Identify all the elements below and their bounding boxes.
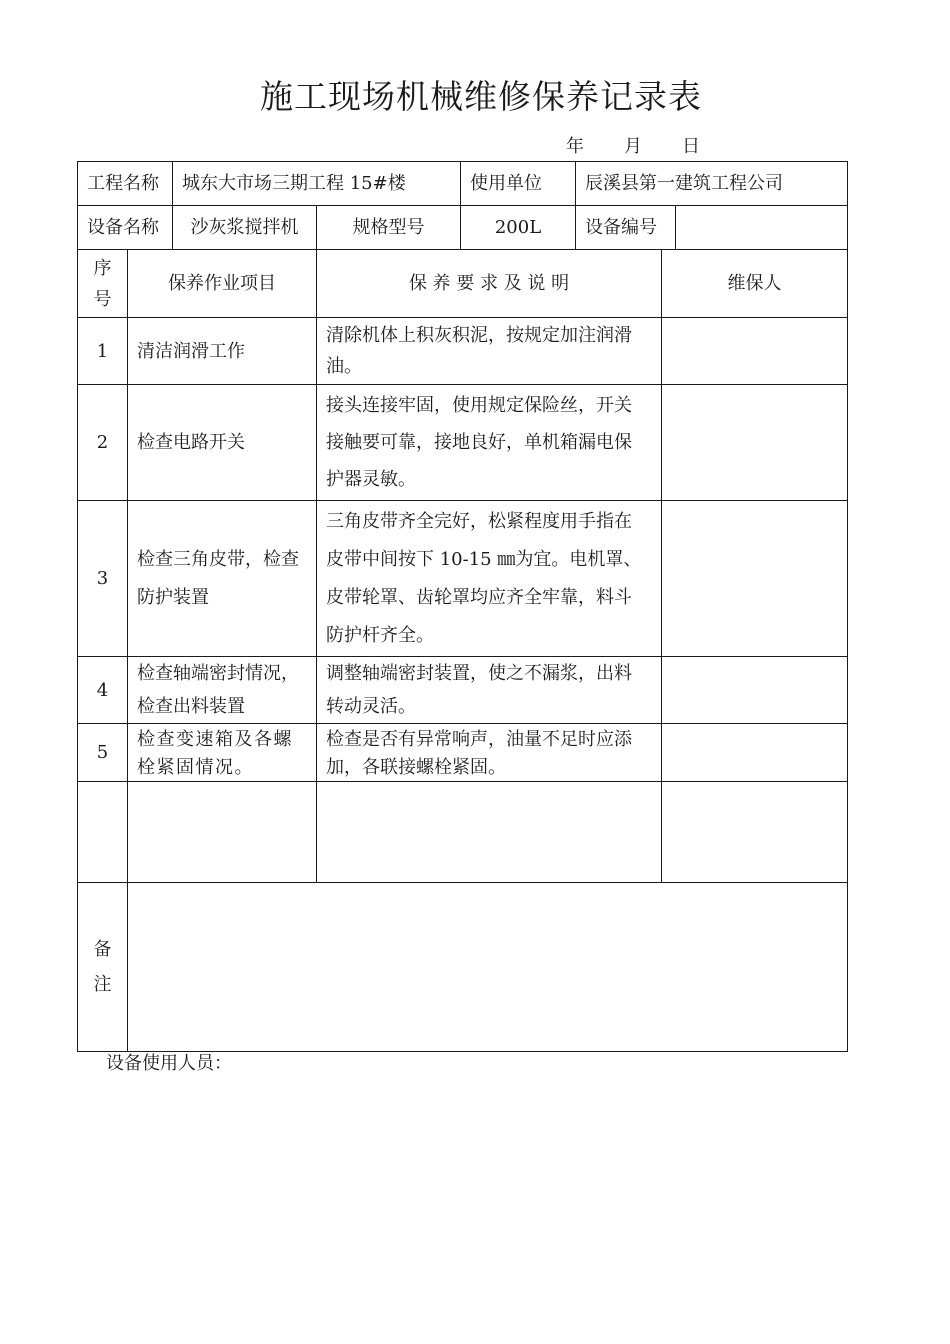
row-5-seq: 5 [77,723,128,782]
empty-row-item [127,781,317,883]
row-4-seq: 4 [77,656,128,724]
row-5-requirements: 检查是否有异常响声，油量不足时应添 加，各联接螺栓紧固。 [316,723,662,782]
row-1-maintainer [661,317,848,385]
row-4-item: 检查轴端密封情况， 检查出料装置 [127,656,317,724]
row-2-maintainer [661,384,848,501]
row-1-item: 清洁润滑工作 [127,317,317,385]
row-4-maintainer [661,656,848,724]
date-year-label: 年 [566,136,584,157]
equipment-code-value [675,205,848,250]
row-3-maintainer [661,500,848,657]
row-2-seq: 2 [77,384,128,501]
project-name-label: 工程名称 [77,161,173,206]
spec-model-value: 200L [460,205,576,250]
row-3-requirements: 三角皮带齐全完好，松紧程度用手指在 皮带中间按下 10-15 ㎜为宜。电机罩、 皮带轮罩、齿轮罩均应齐全牢靠，料斗 防护杆齐全。 [316,500,662,657]
row-5-item: 检查变速箱及各螺 栓紧固情况。 [127,723,317,782]
user-unit-label: 使用单位 [460,161,576,206]
date-day-label: 日 [682,136,700,157]
row-2-requirements: 接头连接牢固，使用规定保险丝，开关 接触要可靠，接地良好，单机箱漏电保 护器灵敏。 [316,384,662,501]
equipment-name-label: 设备名称 [77,205,173,250]
column-header-requirements: 保 养 要 求 及 说 明 [316,249,662,318]
remarks-label: 备 注 [77,882,128,1052]
row-3-item: 检查三角皮带，检查 防护装置 [127,500,317,657]
row-1-seq: 1 [77,317,128,385]
user-unit-value: 辰溪县第一建筑工程公司 [575,161,848,206]
row-1-requirements: 清除机体上积灰积泥，按规定加注润滑 油。 [316,317,662,385]
empty-row-requirements [316,781,662,883]
project-name-value: 城东大市场三期工程 15#楼 [172,161,461,206]
column-header-seq: 序 号 [77,249,128,318]
row-3-seq: 3 [77,500,128,657]
remarks-value [127,882,848,1052]
page-title: 施工现场机械维修保养记录表 [260,77,702,116]
spec-model-label: 规格型号 [316,205,461,250]
row-5-maintainer [661,723,848,782]
equipment-operator-label: 设备使用人员： [106,1053,232,1074]
date-month-label: 月 [624,136,642,157]
row-4-requirements: 调整轴端密封装置，使之不漏浆，出料 转动灵活。 [316,656,662,724]
column-header-item: 保养作业项目 [127,249,317,318]
row-2-item: 检查电路开关 [127,384,317,501]
equipment-name-value: 沙灰浆搅拌机 [172,205,317,250]
empty-row-maintainer [661,781,848,883]
column-header-maintainer: 维保人 [661,249,848,318]
equipment-code-label: 设备编号 [575,205,676,250]
empty-row-seq [77,781,128,883]
